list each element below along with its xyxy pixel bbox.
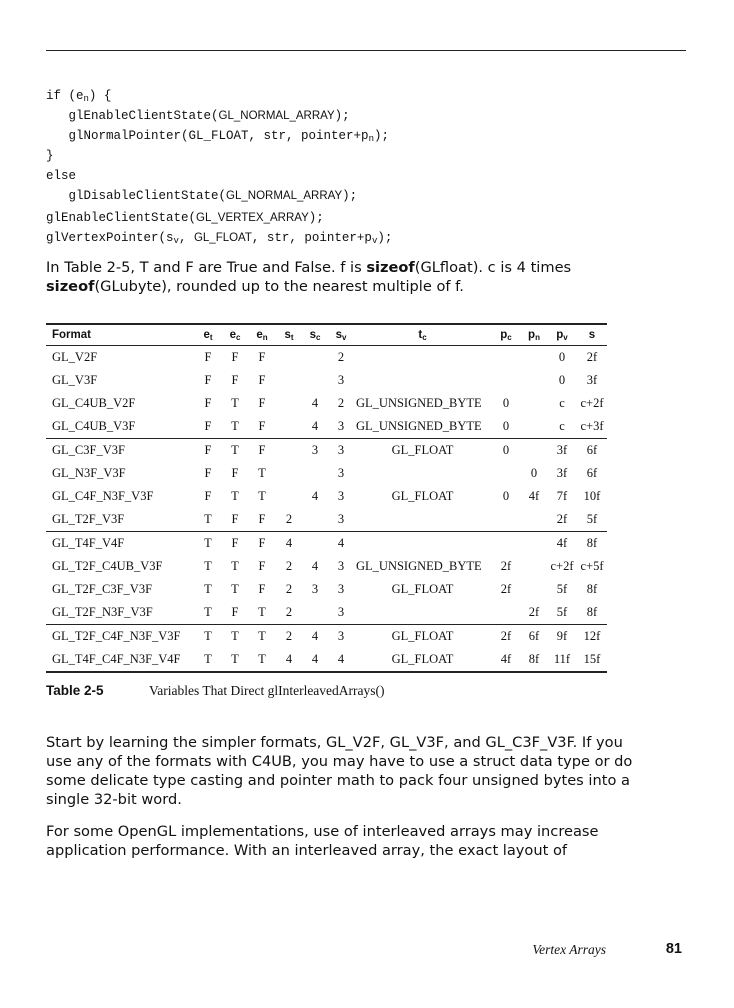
table-header-row [46, 324, 607, 346]
format-cell: GL_T2F_C4UB_V3F [52, 559, 163, 573]
format-cell: GL_T2F_V3F [52, 512, 125, 526]
code-block-normals [46, 86, 389, 206]
table-cell: F [231, 605, 239, 619]
table-cell: GL_FLOAT [391, 582, 454, 596]
table-cell: 3 [337, 512, 345, 526]
table-cell: 2 [276, 625, 302, 649]
table-cell: 9f [547, 625, 577, 649]
table-cell: T [194, 625, 222, 649]
table-cell: 5f [586, 512, 598, 526]
table-cell [521, 532, 547, 556]
table-cell: F [258, 373, 266, 387]
intro-paragraph: In Table 2-5, T and F are True and False. f is sizeof(GLfloat). c is 4 times sizeof(GLubyte), rounded up to the nearest multiple of f. [46, 259, 572, 295]
table-cell: 15f [577, 648, 607, 672]
table-cell [491, 346, 521, 370]
table-cell: 11f [547, 648, 577, 672]
table-cell: 3 [337, 373, 345, 387]
table-cell: 5f [556, 582, 568, 596]
code-line: glDisableClientState(GL_NORMAL_ARRAY); [46, 189, 358, 203]
table-cell: F [248, 439, 276, 463]
table-cell: F [258, 582, 266, 596]
table-row [46, 392, 607, 415]
table-cell: 3f [556, 466, 568, 480]
table-cell: 2f [500, 582, 512, 596]
format-cell: GL_C4F_N3F_V3F [52, 489, 154, 503]
header-tc: $t_c$ [354, 324, 491, 346]
table-cell: 4 [328, 648, 354, 672]
table-cell: F [231, 350, 239, 364]
table-cell [302, 508, 328, 532]
code-line: glEnableClientState(GL_VERTEX_ARRAY); [46, 211, 324, 225]
header-s: s [577, 324, 607, 346]
table-cell: F [204, 489, 212, 503]
table-cell [276, 439, 302, 463]
table-cell: 2 [285, 559, 293, 573]
table-cell [354, 369, 491, 392]
table-cell: 4 [302, 625, 328, 649]
table-cell: GL_FLOAT [354, 625, 491, 649]
table-cell [521, 415, 547, 439]
table-cell: 4 [302, 648, 328, 672]
table-cell: 0 [491, 439, 521, 463]
header-et: $e_t$ [194, 324, 222, 346]
table-cell: T [231, 419, 239, 433]
table-cell: T [222, 648, 248, 672]
table-row [46, 346, 607, 370]
table-cell [354, 508, 491, 532]
table-row [46, 532, 607, 556]
table-cell [491, 508, 521, 532]
header-pc: $p_c$ [491, 324, 521, 346]
table-cell: T [231, 489, 239, 503]
table-cell: 5f [556, 605, 568, 619]
table-cell: T [204, 559, 212, 573]
table-cell: T [231, 396, 239, 410]
table-cell: 8f [577, 532, 607, 556]
table-cell: 3 [337, 582, 345, 596]
table-cell: F [222, 532, 248, 556]
table-row [46, 578, 607, 601]
table-cell: 3 [337, 466, 345, 480]
table-cell: 3 [337, 489, 345, 503]
table-cell [521, 439, 547, 463]
table-cell: GL_FLOAT [354, 439, 491, 463]
table-cell: 3f [586, 373, 598, 387]
table-cell: 10f [583, 489, 601, 503]
code-line: if $(e_n)$ { [46, 89, 112, 104]
table-cell: 2f [491, 625, 521, 649]
table-cell [276, 462, 302, 485]
table-cell: 2f [586, 350, 598, 364]
table-cell: T [231, 559, 239, 573]
table-cell: c [559, 396, 565, 410]
table-cell: 3f [547, 439, 577, 463]
table-row [46, 555, 607, 578]
table-cell: 4 [311, 559, 319, 573]
table-cell [302, 346, 328, 370]
table-cell: F [258, 512, 266, 526]
table-cell: F [204, 419, 212, 433]
table-cell: 0 [558, 350, 566, 364]
table-cell: F [204, 373, 212, 387]
table-cell [276, 369, 302, 392]
table-row [46, 462, 607, 485]
table-cell: GL_FLOAT [391, 489, 454, 503]
table-cell: 0 [558, 373, 566, 387]
table-cell: 8f [586, 582, 598, 596]
table-cell: T [248, 625, 276, 649]
table-cell: T [222, 625, 248, 649]
table-cell: 4f [491, 648, 521, 672]
header-sc: $s_c$ [302, 324, 328, 346]
table-cell [276, 392, 302, 415]
table-cell: 4f [547, 532, 577, 556]
table-cell: 4 [328, 532, 354, 556]
table-cell [302, 369, 328, 392]
header-en: $e_n$ [248, 324, 276, 346]
table-cell: 3 [337, 559, 345, 573]
table-cell: 4f [528, 489, 540, 503]
table-row [46, 439, 607, 463]
format-cell: GL_T4F_V4F [46, 532, 194, 556]
table-cell [302, 532, 328, 556]
table-cell: F [204, 466, 212, 480]
table-cell: T [231, 582, 239, 596]
table-cell: 0 [502, 489, 510, 503]
table-cell [521, 508, 547, 532]
header-st: $s_t$ [276, 324, 302, 346]
format-cell: GL_V2F [52, 350, 98, 364]
table-cell [521, 555, 547, 578]
table-cell: GL_UNSIGNED_BYTE [356, 559, 482, 573]
table-cell: 7f [556, 489, 568, 503]
format-cell: GL_N3F_V3F [52, 466, 126, 480]
table-cell: c+5f [580, 559, 604, 573]
table-cell: 4 [311, 396, 319, 410]
table-cell: 2 [337, 350, 345, 364]
format-cell: GL_T2F_C3F_V3F [52, 582, 153, 596]
header-rule [46, 50, 686, 51]
table-cell: GL_UNSIGNED_BYTE [356, 419, 482, 433]
table-row [46, 415, 607, 439]
table-cell: c+2f [550, 559, 574, 573]
table-cell: 6f [521, 625, 547, 649]
table-cell: 3 [337, 419, 345, 433]
table-cell: T [222, 439, 248, 463]
table-cell: T [194, 532, 222, 556]
table-cell [354, 532, 491, 556]
format-cell: GL_C3F_V3F [46, 439, 194, 463]
table-cell: 4 [276, 648, 302, 672]
body-paragraph-performance: For some OpenGL implementations, use of interleaved arrays may increase application performance. With an interleaved array, the exact layout of [46, 823, 599, 859]
table-cell: T [204, 582, 212, 596]
table-cell: T [248, 648, 276, 672]
table-cell: 0 [502, 419, 510, 433]
table-cell: 2 [337, 396, 345, 410]
table-cell: T [258, 489, 266, 503]
table-cell [521, 392, 547, 415]
table-cell: 6f [586, 466, 598, 480]
header-format: Format [46, 324, 194, 346]
table-cell: 2 [285, 582, 293, 596]
table-cell: T [204, 512, 212, 526]
table-row [46, 601, 607, 625]
table-cell [521, 346, 547, 370]
interleaved-formats-table [46, 323, 607, 673]
table-cell: T [194, 648, 222, 672]
table-cell: 0 [530, 466, 538, 480]
table-cell: 3 [337, 605, 345, 619]
table-cell: F [258, 350, 266, 364]
table-cell: 2 [285, 605, 293, 619]
table-cell: T [258, 466, 266, 480]
table-cell: F [258, 419, 266, 433]
table-body [46, 346, 607, 673]
caption-label: Table 2-5 [46, 683, 104, 698]
table-cell: F [231, 466, 239, 480]
table-cell: 6f [577, 439, 607, 463]
format-cell: GL_V3F [52, 373, 98, 387]
format-cell: GL_C4UB_V3F [52, 419, 136, 433]
table-cell [491, 369, 521, 392]
table-cell: F [258, 559, 266, 573]
table-cell: 2f [500, 559, 512, 573]
header-ec: $e_c$ [222, 324, 248, 346]
table-cell: 8f [521, 648, 547, 672]
format-cell: GL_T2F_N3F_V3F [52, 605, 153, 619]
table-cell: F [231, 512, 239, 526]
body-paragraph-formats: Start by learning the simpler formats, GL_V2F, GL_V3F, and GL_C3F_V3F. If you use any of the formats with C4UB, you may have to use a struct data type or do some delicate type casting and pointer math to pack four unsigned bytes into a single 32-bit word. [46, 734, 633, 808]
code-line: glEnableClientState(GL_NORMAL_ARRAY); [46, 109, 350, 123]
caption-text: Variables That Direct glInterleavedArrays() [149, 683, 385, 698]
table-cell: F [231, 373, 239, 387]
table-cell: 3 [328, 439, 354, 463]
table-cell [521, 578, 547, 601]
format-cell: GL_C4UB_V2F [52, 396, 136, 410]
table-cell [276, 485, 302, 508]
table-cell: T [258, 605, 266, 619]
code-line: else [46, 169, 77, 183]
header-sv: $s_v$ [328, 324, 354, 346]
table-cell: F [204, 350, 212, 364]
table-cell: 0 [502, 396, 510, 410]
table-cell: c+2f [580, 396, 604, 410]
table-cell: 2 [285, 512, 293, 526]
code-line: $glVertexPointer(s_v$, GL_FLOAT, str, $pointer+p_v$); [46, 231, 393, 246]
table-cell: F [258, 396, 266, 410]
table-cell: 4 [276, 532, 302, 556]
table-cell [354, 346, 491, 370]
table-cell: 12f [577, 625, 607, 649]
format-cell: GL_T4F_C4F_N3F_V4F [46, 648, 194, 672]
table-cell: 3 [311, 582, 319, 596]
code-line: } [46, 149, 54, 163]
code-block-vertices [46, 208, 392, 248]
code-line: glNormalPointer(GL_FLOAT, str, $pointer+p_n$); [46, 129, 389, 144]
table-cell: GL_UNSIGNED_BYTE [356, 396, 482, 410]
table-row [46, 508, 607, 532]
table-cell: 8f [586, 605, 598, 619]
table-row [46, 648, 607, 672]
table-cell [521, 369, 547, 392]
table-cell: 2f [556, 512, 568, 526]
table-cell: F [248, 532, 276, 556]
table-cell: 3 [302, 439, 328, 463]
table-row [46, 485, 607, 508]
table-cell: T [204, 605, 212, 619]
table-cell [276, 415, 302, 439]
format-cell: GL_T2F_C4F_N3F_V3F [46, 625, 194, 649]
table-cell: c [559, 419, 565, 433]
table-cell [354, 462, 491, 485]
table-cell: 3 [328, 625, 354, 649]
table-cell: GL_FLOAT [354, 648, 491, 672]
table-cell [276, 346, 302, 370]
table-cell: c+3f [580, 419, 604, 433]
table-cell [491, 601, 521, 625]
table-caption [46, 683, 385, 699]
table-cell [354, 601, 491, 625]
table-cell [302, 601, 328, 625]
page-number: 81 [665, 941, 682, 957]
running-footer-section: Vertex Arrays [532, 942, 606, 957]
table-row [46, 369, 607, 392]
table-cell [491, 462, 521, 485]
table-cell: F [204, 396, 212, 410]
table-cell [302, 462, 328, 485]
header-pv: $p_v$ [547, 324, 577, 346]
header-pn: $p_n$ [521, 324, 547, 346]
table-row [46, 625, 607, 649]
table-cell: 4 [311, 419, 319, 433]
table-cell: 4 [311, 489, 319, 503]
table-cell: F [194, 439, 222, 463]
table-cell [491, 532, 521, 556]
table-cell: 2f [528, 605, 540, 619]
